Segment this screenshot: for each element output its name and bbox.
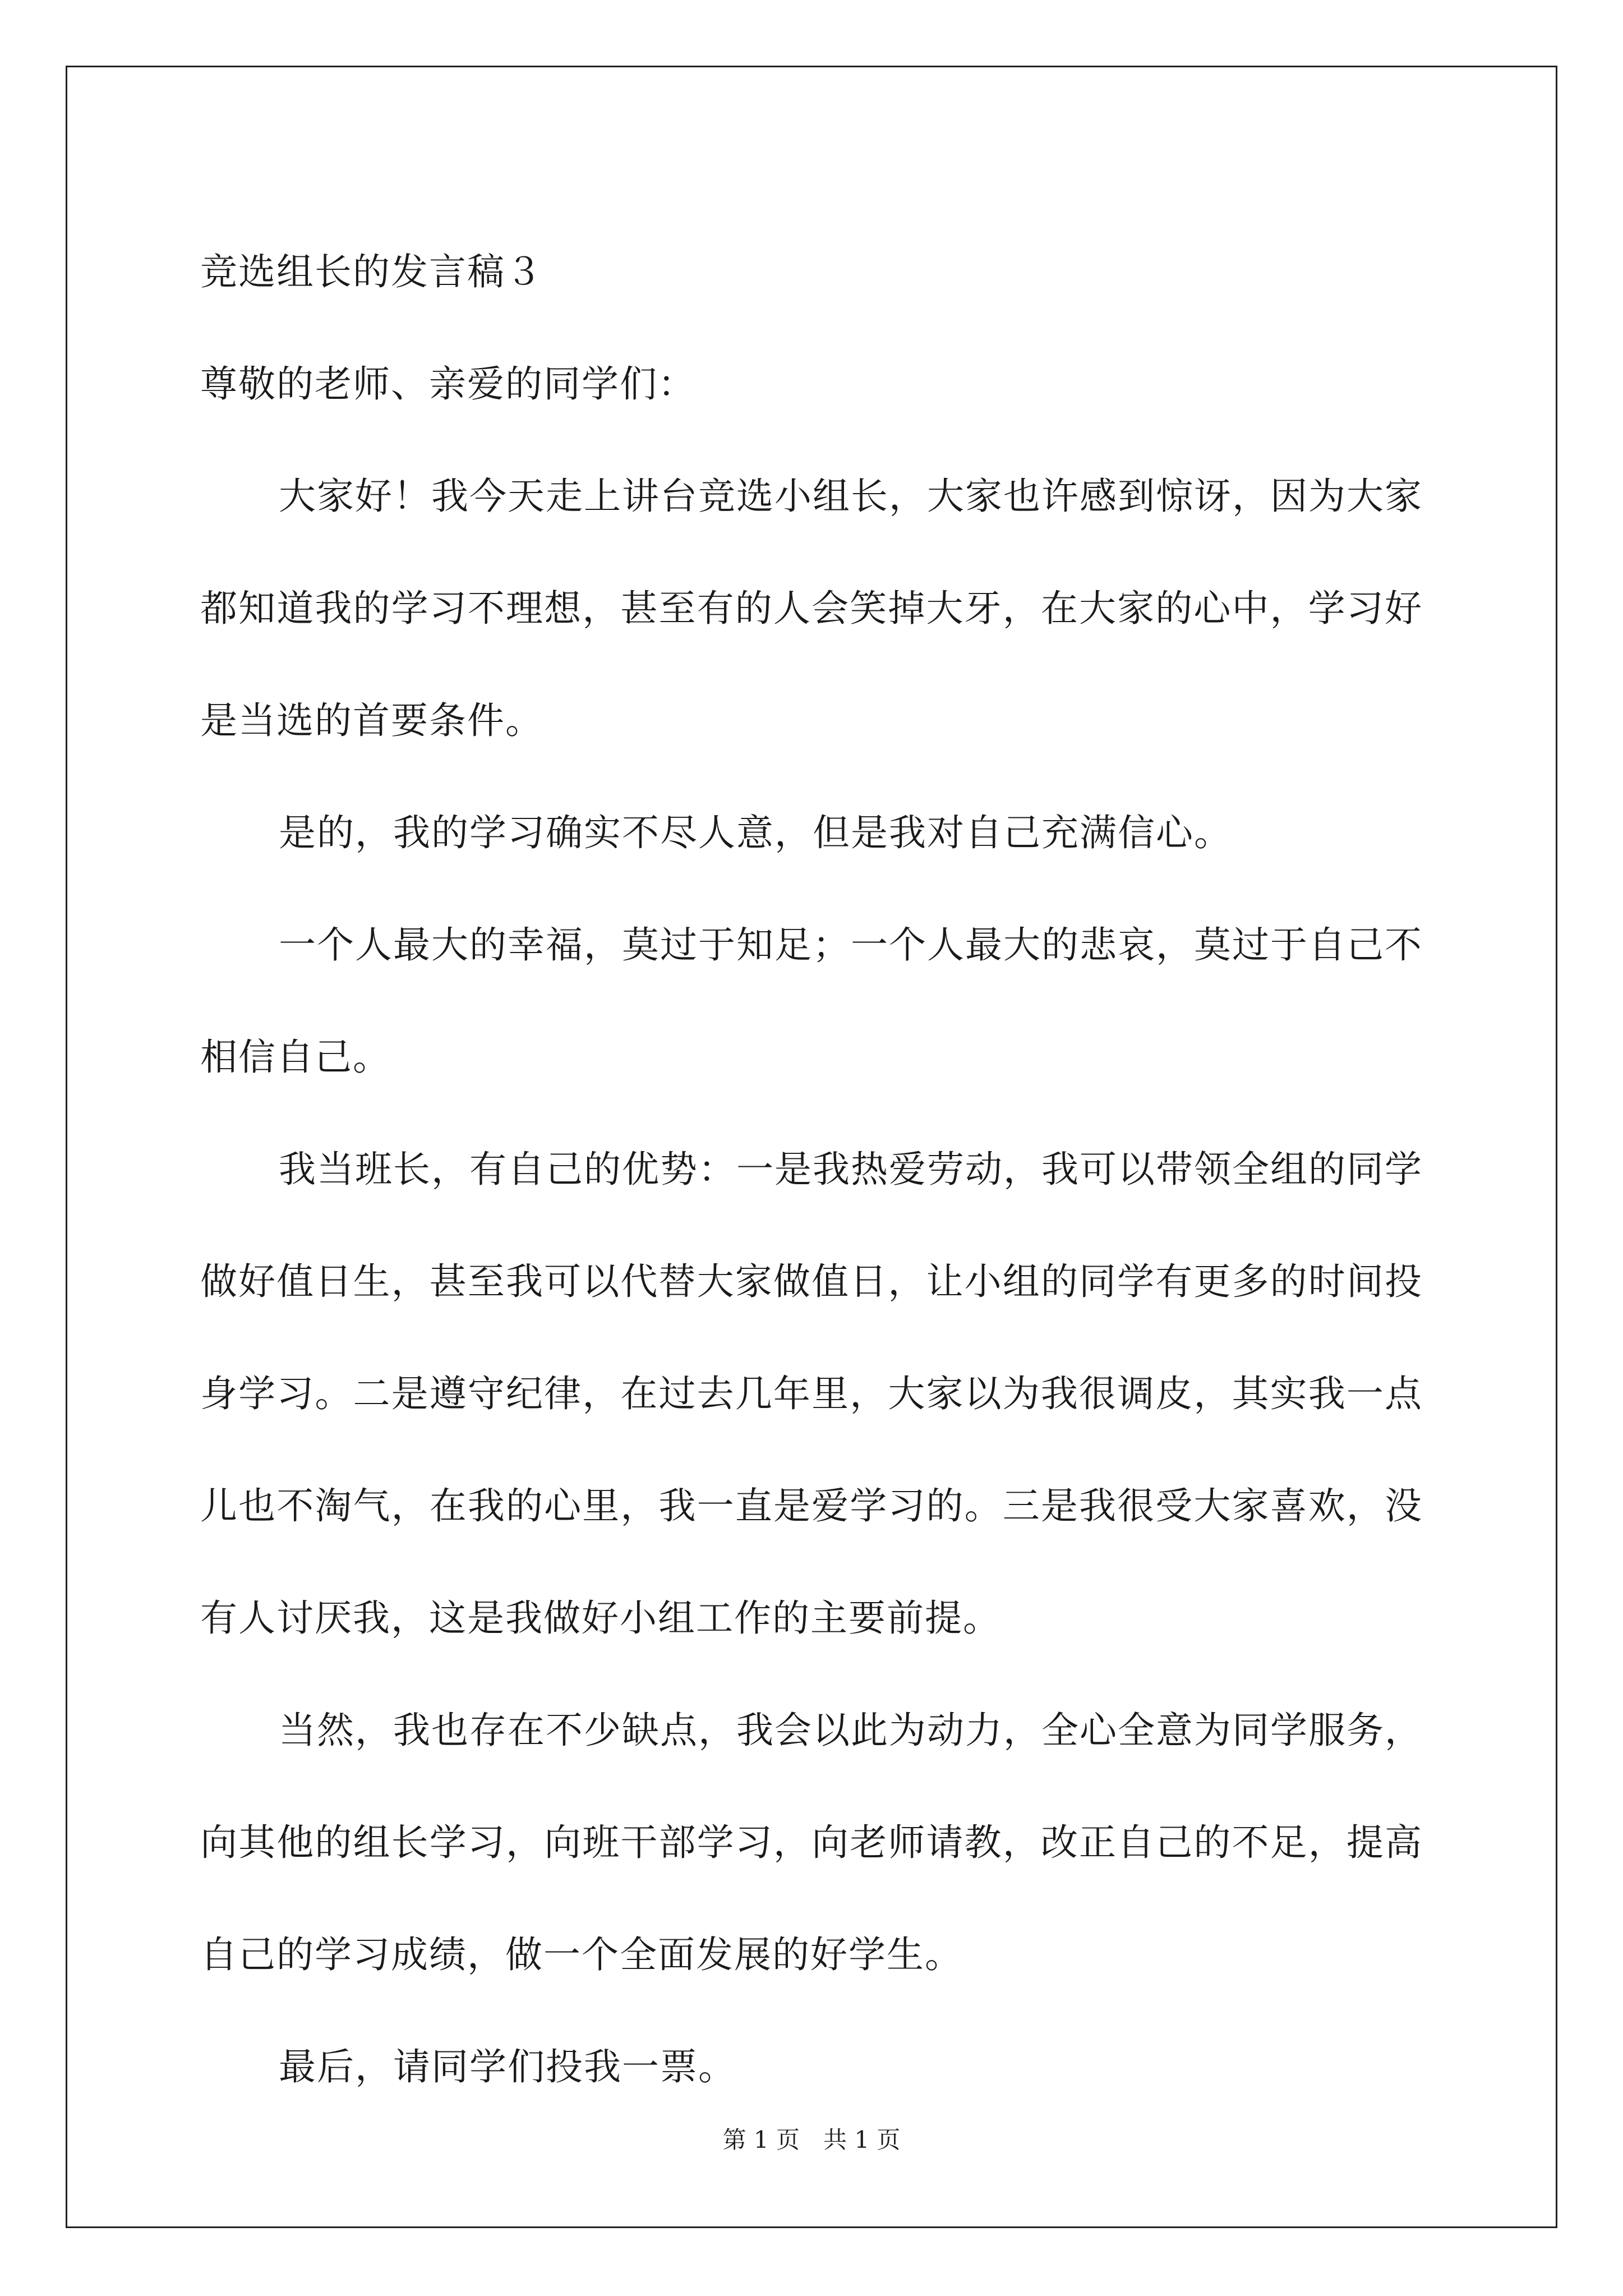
paragraph-happiness: 一个人最大的幸福，莫过于知足；一个人最大的悲哀，莫过于自己不相信自己。 bbox=[200, 923, 1423, 1079]
page-number-footer bbox=[0, 2123, 1623, 2157]
paragraph-greeting: 大家好！我今天走上讲台竞选小组长，大家也许感到惊讶，因为大家都知道我的学习不理想，甚至有的人会笑掉大牙，在大家的心中，学习好是当选的首要条件。 bbox=[200, 475, 1423, 742]
paragraph-closing: 最后，请同学们投我一票。 bbox=[279, 2045, 736, 2088]
document-title: 竞选组长的发言稿３ bbox=[200, 250, 543, 293]
document-body bbox=[200, 216, 1423, 2123]
page-number-label: 第 1 页 共 1 页 bbox=[722, 2126, 901, 2154]
paragraph-shortcomings: 当然，我也存在不少缺点，我会以此为动力，全心全意为同学服务，向其他的组长学习，向班干部学习，向老师请教，改正自己的不足，提高自己的学习成绩，做一个全面发展的好学生。 bbox=[200, 1709, 1423, 1976]
salutation: 尊敬的老师、亲爱的同学们： bbox=[200, 362, 696, 406]
paragraph-advantages: 我当班长，有自己的优势：一是我热爱劳动，我可以带领全组的同学做好值日生，甚至我可以代替大家做值日，让小组的同学有更多的时间投身学习。二是遵守纪律，在过去几年里，大家以为我很调皮，其实我一点儿也不淘气，在我的心里，我一直是爱学习的。三是我很受大家喜欢，没有人讨厌我，这是我做好小组工作的主要前提。 bbox=[200, 1148, 1423, 1640]
paragraph-confidence: 是的，我的学习确实不尽人意，但是我对自己充满信心。 bbox=[279, 811, 1232, 854]
